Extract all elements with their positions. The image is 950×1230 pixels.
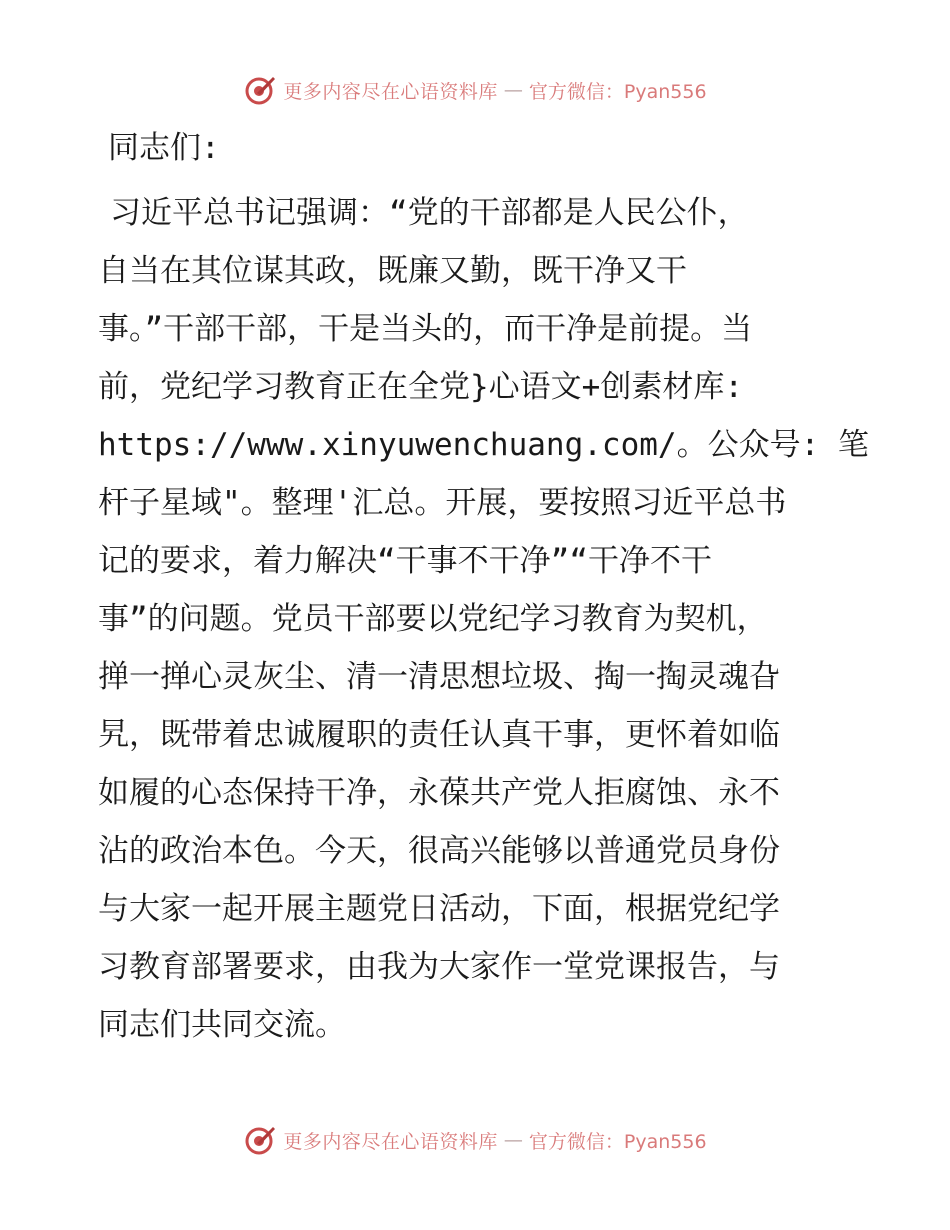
paragraph-line: 旯，既带着忠诚履职的责任认真干事，更怀着如临 — [98, 717, 780, 753]
banner-separator: — — [503, 79, 523, 101]
top-banner-inner — [243, 73, 706, 107]
banner-wechat: 官方微信：Pyan556 — [528, 80, 707, 103]
banner-wechat: 官方微信：Pyan556 — [528, 1130, 707, 1153]
paragraph-line: 沾的政治本色。今天，很高兴能够以普通党员身份 — [98, 833, 780, 869]
bottom-banner-inner — [243, 1123, 706, 1157]
document-body — [98, 120, 869, 1054]
paragraph-line: 掸一掸心灵灰尘、清一清思想垃圾、掏一掏灵魂旮 — [98, 659, 780, 695]
banner-title: 更多内容尽在心语资料库 — [283, 80, 498, 103]
paragraph-line: 与大家一起开展主题党日活动，下面，根据党纪学 — [98, 891, 780, 927]
bottom-banner — [0, 1120, 950, 1160]
top-banner — [0, 70, 950, 110]
paragraph-line: 事”的问题。党员干部要以党纪学习教育为契机， — [98, 601, 768, 637]
paragraph-line: https://www.xinyuwenchuang.com/。公众号: 笔 — [98, 427, 869, 463]
greeting: 同志们: — [108, 130, 220, 166]
quill-circle-icon — [243, 73, 277, 107]
paragraph-line: 事。”干部干部，干是当头的，而干净是前提。当 — [98, 311, 753, 347]
quill-circle-icon — [243, 1123, 277, 1157]
paragraph-line: 记的要求，着力解决“干事不干净”“干净不干 — [98, 543, 712, 579]
paragraph-line: 自当在其位谋其政，既廉又勤，既干净又干 — [98, 253, 687, 289]
banner-title: 更多内容尽在心语资料库 — [283, 1130, 498, 1153]
banner-separator: — — [503, 1129, 523, 1151]
paragraph-line: 如履的心态保持干净，永葆共产党人拒腐蚀、永不 — [98, 775, 780, 811]
paragraph-line: 习教育部署要求，由我为大家作一堂党课报告，与 — [98, 949, 780, 985]
paragraph-line: 前，党纪学习教育正在全党}心语文+创素材库: — [98, 369, 743, 405]
paragraph-line: 习近平总书记强调：“党的干部都是人民公仆， — [110, 195, 749, 231]
paragraph-line: 同志们共同交流。 — [98, 1007, 346, 1043]
paragraph-line: 杆子星域"。整理'汇总。开展，要按照习近平总书 — [98, 485, 787, 521]
